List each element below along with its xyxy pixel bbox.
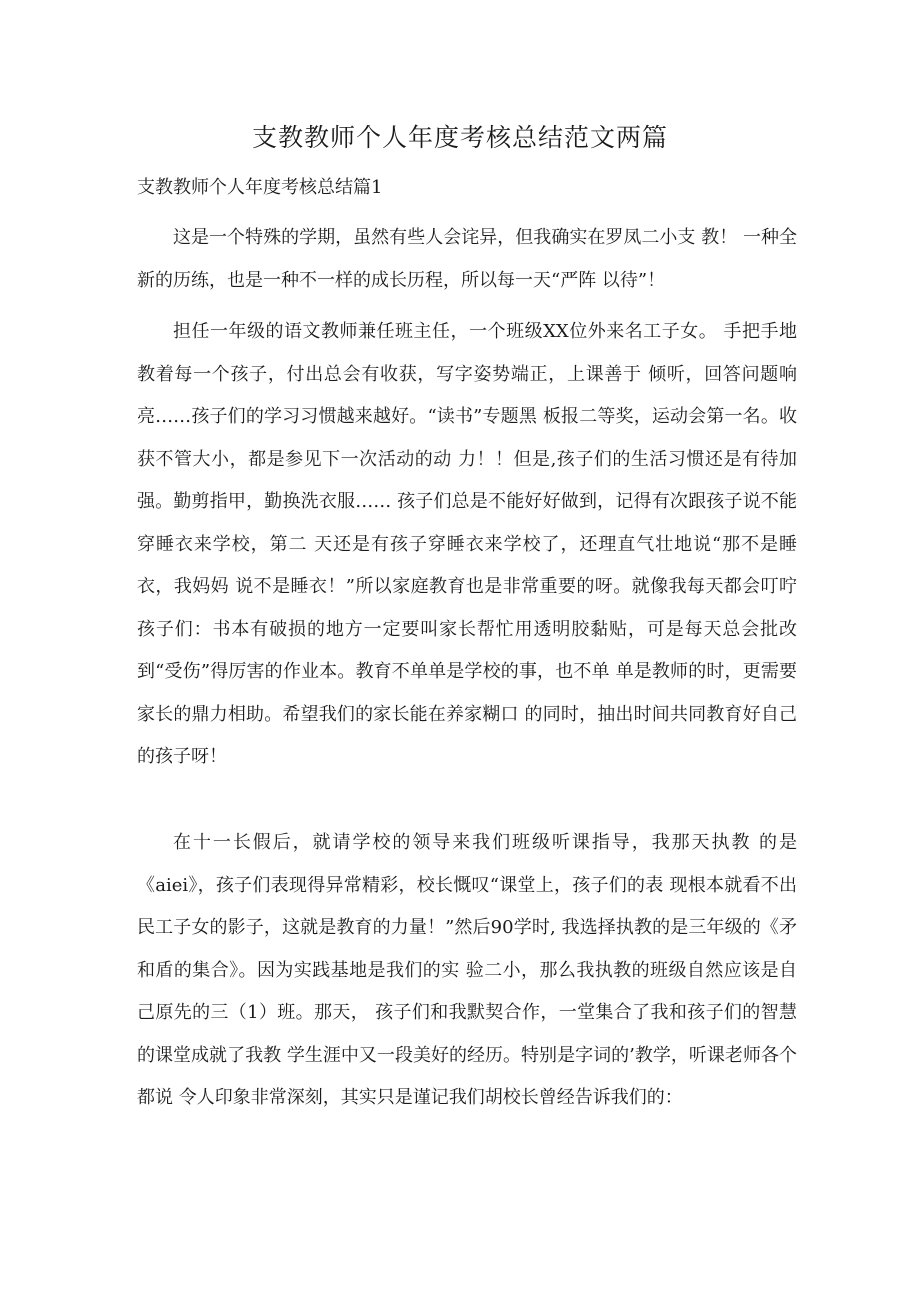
section-heading: 支教教师个人年度考核总结篇1 — [137, 177, 383, 198]
paragraph-2: 担任一年级的语文教师兼任班主任，一个班级XX位外来名工子女。 手把手地教着每一个孩子，付出总会有收获，写字姿势端正，上课善于 倾听，回答问题响亮……孩子们的学习习惯越来越好。“读书”专题黑 板报二等奖，运动会第一名。收获不管大小，都是参见下一次活动的动 力！！但是,孩子们的生活习惯还是有待加强。勤剪指甲，勤换洗衣服…… 孩子们总是不能好好做到，记得有次跟孩子说不能穿睡衣来学校，第二 天还是有孩子穿睡衣来学校了，还理直气壮地说“那不是睡衣，我妈妈 说不是睡衣！”所以家庭教育也是非常重要的呀。就像我每天都会叮咛 孩子们：书本有破损的地方一定要叫家长帮忙用透明胶黏贴，可是每天总会批改到“受伤”得厉害的作业本。教育不单单是学校的事，也不单 单是教师的时，更需要家长的鼎力相助。希望我们的家长能在养家糊口 的同时，抽出时间共同教育好自己的孩子呀！ — [137, 321, 797, 767]
document-title: 支教教师个人年度考核总结范文两篇 — [251, 123, 668, 152]
paragraph-1: 这是一个特殊的学期，虽然有些人会诧异，但我确实在罗凤二小支 教！ 一种全新的历练，也是一种不一样的成长历程，所以每一天“严阵 以待”！ — [137, 227, 797, 291]
paragraph-3: 在十一长假后，就请学校的领导来我们班级听课指导，我那天执教 的是《aiei》，孩子们表现得异常精彩，校长慨叹“课堂上，孩子们的表 现根本就看不出民工子女的影子，这就是教育的力量！”然后90学时, 我选择执教的是三年级的《矛和盾的集合》。因为实践基地是我们的实 验二小，那么我执教的班级自然应该是自己原先的三（1）班。那天， 孩子们和我默契合作，一堂集合了我和孩子们的智慧的课堂成就了我教 学生涯中又一段美好的经历。特别是字词的’教学，听课老师各个都说 令人印象非常深刻，其实只是谨记我们胡校长曾经告诉我们的： — [137, 832, 797, 1108]
